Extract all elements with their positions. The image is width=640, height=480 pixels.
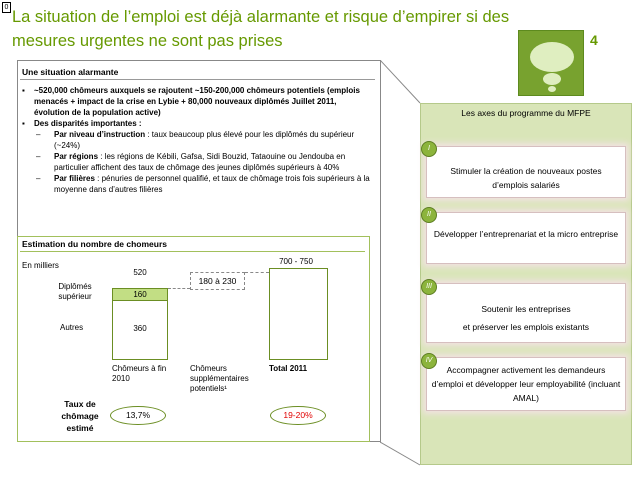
- connector-line: [168, 288, 190, 289]
- bar1-others-label: 360: [133, 324, 147, 333]
- bullet-list: [22, 85, 374, 195]
- rate-oval-2011: [270, 406, 326, 425]
- bullet-unemployed: [22, 85, 374, 118]
- axis-numeral-1: I: [421, 141, 437, 157]
- rate-oval-2010: [110, 406, 166, 425]
- connector-line: [245, 272, 269, 273]
- estimation-title: Estimation du nombre de chomeurs: [22, 239, 167, 249]
- speech-bubbles-icon: [518, 30, 584, 96]
- sub-bullet-education: [22, 129, 374, 151]
- axis-text: Stimuler la création de nouveaux postes d’emplois salariés: [450, 166, 602, 190]
- sub-bullet-label: Par régions: [54, 152, 99, 161]
- callout-connector: [380, 60, 422, 470]
- page-number: 0: [2, 2, 11, 13]
- sub-bullet-sectors: [22, 173, 374, 195]
- sub-bullet-text: : pénuries de personnel qualifié, et taux de chômage trois fois supérieurs à la moyenne dans d’autres filières: [54, 174, 370, 194]
- bar2-value-label: 180 à 230: [198, 276, 237, 286]
- rate-label: Taux de chômage estimé: [61, 399, 99, 433]
- bullet-marker: ▪: [22, 119, 25, 128]
- bar-additional-potential: [190, 272, 245, 290]
- sub-bullet-marker: –: [36, 174, 41, 183]
- program-title: Les axes du programme du MFPE: [461, 108, 591, 118]
- axis-numeral-4: IV: [421, 353, 437, 369]
- axis-card-2: [426, 212, 626, 264]
- bullet-disparities: [22, 118, 374, 129]
- bullet-text: ~520,000 chômeurs auxquels se rajoutent ~150-200,000 chômeurs potentiels (emplois menacés + impact de la crise en Lybie + 80,000 nouveaux diplômés Juillet 2011, évolution de la population active): [34, 86, 360, 117]
- axis-card-3: [426, 283, 626, 343]
- sub-bullet-regions: [22, 151, 374, 173]
- bullet-text: Des disparités importantes :: [34, 119, 142, 128]
- bullet-marker: ▪: [22, 86, 25, 95]
- divider: [20, 251, 365, 252]
- unit-label: En milliers: [22, 261, 59, 270]
- rate-2010: 13,7%: [125, 410, 151, 420]
- row-label-others: Autres: [60, 323, 84, 332]
- divider: [20, 79, 375, 80]
- bar1-graduates-label: 160: [133, 290, 147, 299]
- sub-bullet-label: Par filières: [54, 174, 95, 183]
- sub-bullet-text: : taux beaucoup plus élevé pour les diplômés du supérieur (~24%): [54, 130, 355, 150]
- section-number: 4: [590, 32, 598, 48]
- axis-text: Accompagner activement les demandeurs d’emploi et développer leur employabilité (incluant AMAL): [431, 365, 621, 403]
- col-label-2010: Chômeurs à fin 2010: [112, 364, 167, 383]
- axis-card-1: [426, 146, 626, 198]
- sub-bullet-marker: –: [36, 130, 41, 139]
- bar3-total-label: 700 - 750: [279, 257, 313, 266]
- col-label-additional: Chômeurs supplémentaires potentiels¹: [190, 364, 249, 393]
- axis-card-4: [426, 357, 626, 411]
- panel-title: Une situation alarmante: [22, 67, 119, 77]
- bar-unemployed-2010: [112, 288, 168, 360]
- page-title: La situation de l’emploi est déjà alarmante et risque d’empirer si des mesures urgentes ne sont pas prises: [12, 8, 510, 50]
- bar-total-2011: [269, 268, 328, 360]
- sub-bullet-label: Par niveau d’instruction: [54, 130, 146, 139]
- axis-text-line2: et préserver les emplois existants: [462, 322, 590, 332]
- bar1-total-label: 520: [133, 268, 147, 277]
- sub-bullet-marker: –: [36, 152, 41, 161]
- rate-2011: 19-20%: [283, 410, 313, 420]
- axis-numeral-2: II: [421, 207, 437, 223]
- axis-text-line1: Soutenir les entreprises: [481, 304, 571, 314]
- sub-bullet-text: : les régions de Kébili, Gafsa, Sidi Bouzid, Tataouine ou Jendouba en particulier affichent des taux de chômage des jeunes diplômés supérieurs à 40%: [54, 152, 346, 172]
- axis-numeral-3: III: [421, 279, 437, 295]
- col-label-total-2011: Total 2011: [269, 364, 308, 373]
- axis-text: Développer l’entreprenariat et la micro entreprise: [433, 229, 619, 239]
- row-label-graduates: Diplômés supérieur: [58, 282, 92, 301]
